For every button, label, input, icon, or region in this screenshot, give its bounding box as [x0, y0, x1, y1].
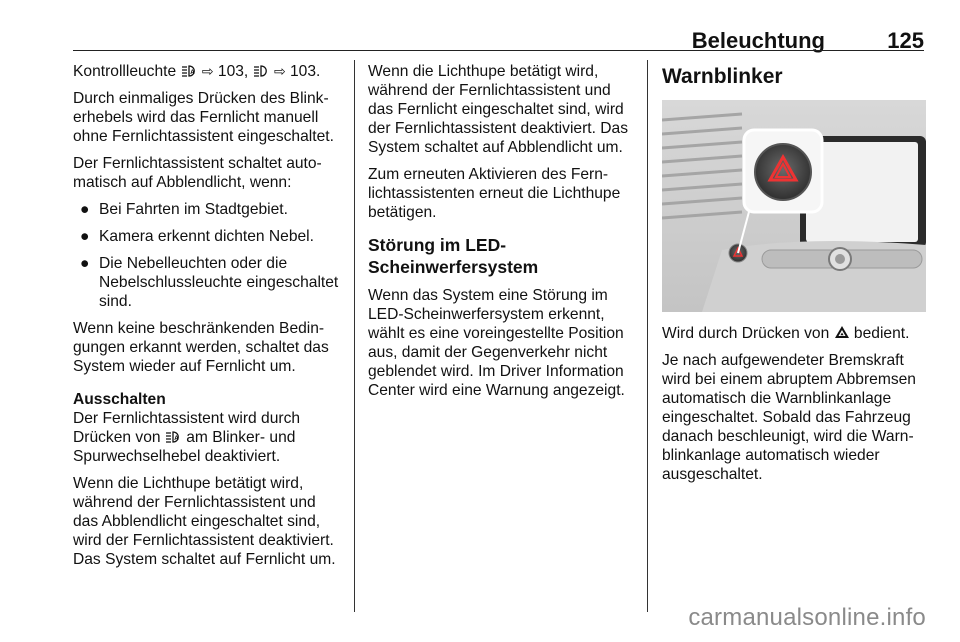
paragraph: Je nach aufgewendeter Bremskraft wird bei einem abruptem Abbremsen automatisch die Warnblinkanlage eingeschaltet. Sobald das Fahrzeug danach beschleunigt, wird die Warnblinkanlage automatisch wieder ausgeschaltet. [662, 352, 916, 483]
paragraph: Wenn die Lichthupe betätigt wird, während der Fernlichtassistent und das Abblendlicht eingeschaltet sind, wird der Fernlichtassistent deaktiviert. Das System schaltet auf Fernlicht um. [73, 475, 336, 568]
paragraph [662, 324, 926, 343]
column-divider-right [647, 60, 648, 612]
page-number: 125 [887, 28, 924, 53]
indicator-reference [73, 62, 345, 81]
paragraph: Zum erneuten Aktivieren des Fernlichtassistenten erneut die Lichthupe betätigen. [368, 166, 621, 221]
list-item-text: Kamera erkennt dichten Nebel. [99, 228, 314, 245]
list-item-text: Bei Fahrten im Stadtgebiet. [99, 201, 288, 218]
bullet-icon: ● [80, 201, 90, 218]
high-beam-icon [253, 65, 270, 77]
subheading: Ausschalten [73, 391, 166, 408]
page-reference-icon: ⇨ [201, 63, 214, 79]
column-2 [368, 62, 634, 408]
paragraph: Wenn das System eine Störung im LED-Scheinwerfersystem erkennt, wählt es eine voreingestellte Position aus, damit der Gegenverkehr nicht geblendet wird. Im Driver Information Center wird eine Warnung angezeigt. [368, 287, 625, 399]
svg-text:A: A [189, 70, 195, 76]
hazard-switch-photo [662, 100, 926, 312]
text: Der Fernlichtassistent wird durch Drücken von [73, 410, 301, 446]
column-1 [73, 62, 345, 577]
column-3 [662, 62, 926, 492]
list-item [73, 227, 345, 246]
section-heading: Störung im LED-Scheinwerfersystem [368, 235, 539, 277]
bullet-icon: ● [80, 228, 90, 245]
text: am Blinker- und Spurwechselhebel deaktiviert. [73, 429, 296, 465]
section-heading: Warnblinker [662, 65, 783, 88]
text: Kontrollleuchte [73, 63, 181, 80]
high-beam-assist-icon [165, 431, 182, 443]
dashboard-illustration [662, 100, 926, 312]
paragraph [73, 409, 345, 466]
condition-list [73, 200, 345, 311]
paragraph: Wenn keine beschränkenden Bedingungen erkannt werden, schaltet das System wieder auf Fernlicht um. [73, 320, 329, 375]
list-item-text: Die Nebelleuchten oder die Nebelschlussleuchte eingeschaltet sind. [99, 255, 339, 310]
bullet-icon: ● [80, 255, 90, 272]
paragraph: Wenn die Lichthupe betätigt wird, während der Fernlichtassistent und das Fernlicht eingeschaltet sind, wird der Fernlichtassistent deaktiviert. Das System schaltet auf Abblendlicht um. [368, 63, 628, 156]
text: Wird durch Drücken von [662, 325, 834, 342]
paragraph: Der Fernlichtassistent schaltet automatisch auf Abblendlicht, wenn: [73, 155, 322, 191]
hazard-warning-icon [834, 325, 850, 339]
text: bedient. [849, 325, 910, 342]
watermark: carmanualsonline.info [688, 604, 926, 631]
page-reference-icon: ⇨ [273, 63, 286, 79]
text: 103. [285, 63, 321, 80]
column-divider-left [354, 60, 355, 612]
text: 103, [213, 63, 253, 80]
chapter-title: Beleuchtung [691, 28, 825, 53]
header-rule [73, 50, 924, 51]
paragraph: Durch einmaliges Drücken des Blinkerhebels wird das Fernlicht manuell ohne Fernlichtassistent eingeschaltet. [73, 90, 334, 145]
svg-text:A: A [174, 436, 179, 442]
list-item [73, 200, 345, 219]
list-item [73, 254, 345, 311]
high-beam-assist-icon [181, 65, 198, 77]
